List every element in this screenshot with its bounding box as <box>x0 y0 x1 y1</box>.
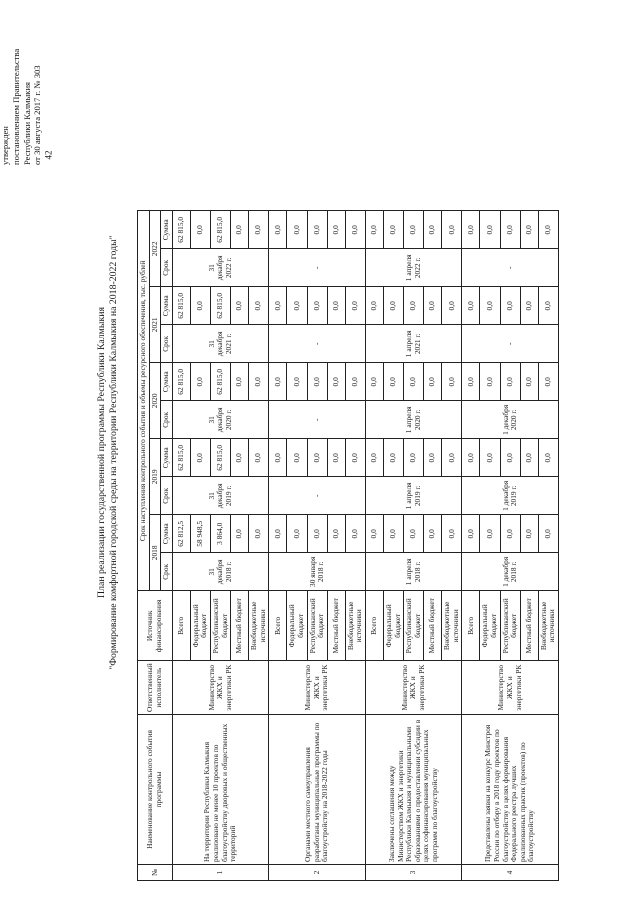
sum-cell: 0,0 <box>231 287 249 325</box>
sum-cell: 0,0 <box>462 363 480 401</box>
page-number: 42 <box>43 150 54 160</box>
row-number: 4 <box>462 865 559 881</box>
sum-cell: 62 815,0 <box>210 439 230 477</box>
term-cell: 31 декабря 2020 г. <box>172 401 269 439</box>
sum-cell: 0,0 <box>287 287 307 325</box>
sum-cell: 0,0 <box>249 287 269 325</box>
plan-table-body <box>172 211 558 881</box>
sum-cell: 0,0 <box>462 211 480 249</box>
term-cell: 1 декабря 2020 г. <box>462 401 559 439</box>
term-cell: 31 декабря 2018 г. <box>172 553 269 591</box>
sum-cell: 0,0 <box>480 287 500 325</box>
header-year: 2021 <box>149 287 161 363</box>
sum-cell: 0,0 <box>500 363 520 401</box>
funding-source: Всего <box>365 591 383 661</box>
executor-name: Министерство ЖКХ и энергетики РК <box>172 661 269 715</box>
sum-cell: 0,0 <box>190 439 210 477</box>
sum-cell: 0,0 <box>231 515 249 553</box>
sum-cell: 0,0 <box>424 363 442 401</box>
table-row <box>172 211 190 881</box>
sum-cell: 0,0 <box>462 515 480 553</box>
table-row <box>462 211 480 881</box>
header-term: Срок <box>161 553 173 591</box>
sum-cell: 62 815,0 <box>210 363 230 401</box>
sum-cell: 0,0 <box>287 363 307 401</box>
funding-source: Федеральный бюджет <box>480 591 500 661</box>
executor-name: Министерство ЖКХ и энергетики РК <box>269 661 366 715</box>
sum-cell: 0,0 <box>287 211 307 249</box>
plan-table <box>137 210 559 881</box>
header-sum: Сумма <box>161 515 173 553</box>
approval-block <box>0 15 43 165</box>
document-subtitle: "Формирование комфортной городской среды на территории Республики Калмыкия на 2018-2022 годы" <box>108 235 119 670</box>
sum-cell: 0,0 <box>327 211 345 249</box>
sum-cell: 62 815,0 <box>172 287 190 325</box>
term-cell: 31 декабря 2019 г. <box>172 477 269 515</box>
header-term: Срок <box>161 401 173 439</box>
sum-cell: 0,0 <box>442 515 462 553</box>
sum-cell: 0,0 <box>365 287 383 325</box>
document-title: План реализации государственной программы Республики Калмыкия <box>96 307 107 598</box>
header-year: 2022 <box>149 211 161 287</box>
sum-cell: 3 864,0 <box>210 515 230 553</box>
sum-cell: 0,0 <box>404 439 424 477</box>
term-cell: 1 апреля 2020 г. <box>365 401 462 439</box>
term-cell: - <box>269 477 366 515</box>
header-sum: Сумма <box>161 439 173 477</box>
sum-cell: 0,0 <box>365 363 383 401</box>
sum-cell: 0,0 <box>307 211 327 249</box>
sum-cell: 0,0 <box>424 439 442 477</box>
sum-cell: 0,0 <box>500 211 520 249</box>
sum-cell: 58 948,5 <box>190 515 210 553</box>
term-cell: - <box>269 401 366 439</box>
term-cell: - <box>269 325 366 363</box>
header-executor: Ответственный исполнитель <box>138 661 173 715</box>
sum-cell: 0,0 <box>231 211 249 249</box>
sum-cell: 0,0 <box>462 287 480 325</box>
funding-source: Республиканский бюджет <box>210 591 230 661</box>
sum-cell: 0,0 <box>190 287 210 325</box>
sum-cell: 0,0 <box>500 287 520 325</box>
term-cell: 1 апреля 2019 г. <box>365 477 462 515</box>
sum-cell: 0,0 <box>190 211 210 249</box>
term-cell: - <box>462 325 559 363</box>
sum-cell: 0,0 <box>190 363 210 401</box>
sum-cell: 0,0 <box>442 363 462 401</box>
sum-cell: 0,0 <box>307 515 327 553</box>
term-cell: 1 апреля 2022 г. <box>365 249 462 287</box>
funding-source: Внебюджетные источники <box>538 591 558 661</box>
sum-cell: 0,0 <box>442 439 462 477</box>
sum-cell: 0,0 <box>307 439 327 477</box>
sum-cell: 0,0 <box>520 211 538 249</box>
sum-cell: 62 812,5 <box>172 515 190 553</box>
header-term: Срок <box>161 325 173 363</box>
sum-cell: 0,0 <box>249 439 269 477</box>
header-period: Срок наступления контрольного события и объемы ресурсного обеспечения, тыс. рублей <box>138 211 150 591</box>
funding-source: Всего <box>462 591 480 661</box>
header-year: 2020 <box>149 363 161 439</box>
sum-cell: 0,0 <box>500 515 520 553</box>
sum-cell: 0,0 <box>327 287 345 325</box>
sum-cell: 0,0 <box>269 439 287 477</box>
sum-cell: 0,0 <box>424 287 442 325</box>
sum-cell: 0,0 <box>462 439 480 477</box>
term-cell: 31 декабря 2022 г. <box>172 249 269 287</box>
funding-source: Федеральный бюджет <box>190 591 210 661</box>
sum-cell: 0,0 <box>345 363 365 401</box>
funding-source: Федеральный бюджет <box>287 591 307 661</box>
event-name: Представлены заявки на конкурс Минстроя России по отбору в 2018 году проектов по благоустройству в целях формирования Федерального реестра лучших реализованных практик (проектов) по благоустройству <box>462 715 559 865</box>
sum-cell: 0,0 <box>383 439 403 477</box>
funding-source: Внебюджетные источники <box>249 591 269 661</box>
sum-cell: 0,0 <box>383 515 403 553</box>
sum-cell: 62 815,0 <box>172 211 190 249</box>
row-number: 3 <box>365 865 462 881</box>
sum-cell: 0,0 <box>404 515 424 553</box>
term-cell: 1 декабря 2019 г. <box>462 477 559 515</box>
executor-name: Министерство ЖКХ и энергетики РК <box>365 661 462 715</box>
sum-cell: 0,0 <box>404 363 424 401</box>
header-year: 2018 <box>149 515 161 591</box>
sum-cell: 0,0 <box>404 287 424 325</box>
term-cell: 1 декабря 2018 г. <box>462 553 559 591</box>
sum-cell: 0,0 <box>538 515 558 553</box>
funding-source: Внебюджетные источники <box>442 591 462 661</box>
sum-cell: 0,0 <box>307 287 327 325</box>
sum-cell: 0,0 <box>480 363 500 401</box>
sum-cell: 0,0 <box>269 211 287 249</box>
sum-cell: 0,0 <box>520 287 538 325</box>
event-name: На территории Республики Калмыкия реализовано не менее 10 проектов по благоустройству дворовых и общественных территорий <box>172 715 269 865</box>
sum-cell: 0,0 <box>249 363 269 401</box>
header-term: Срок <box>161 477 173 515</box>
event-name: Заключены соглашения между Министерством ЖКХ и энергетики Республики Калмыкия и муниципальными образованиями о предоставлении субсидии в целях софинансирования муниципальных программ по благоустройству <box>365 715 462 865</box>
header-source: Источник финансирования <box>138 591 173 661</box>
term-cell: - <box>269 249 366 287</box>
sum-cell: 0,0 <box>249 515 269 553</box>
funding-source: Республиканский бюджет <box>404 591 424 661</box>
funding-source: Республиканский бюджет <box>500 591 520 661</box>
header-num: № <box>138 865 173 881</box>
sum-cell: 0,0 <box>442 287 462 325</box>
sum-cell: 0,0 <box>269 515 287 553</box>
header-year: 2019 <box>149 439 161 515</box>
sum-cell: 0,0 <box>249 211 269 249</box>
sum-cell: 0,0 <box>538 439 558 477</box>
funding-source: Республиканский бюджет <box>307 591 327 661</box>
sum-cell: 0,0 <box>480 515 500 553</box>
sum-cell: 62 815,0 <box>172 439 190 477</box>
funding-source: Внебюджетные источники <box>345 591 365 661</box>
approval-line: постановлением Правительства <box>10 48 21 165</box>
term-cell: 1 апреля 2021 г. <box>365 325 462 363</box>
sum-cell: 0,0 <box>345 211 365 249</box>
term-cell: 31 декабря 2021 г. <box>172 325 269 363</box>
table-row <box>365 211 383 881</box>
sum-cell: 0,0 <box>287 515 307 553</box>
funding-source: Всего <box>269 591 287 661</box>
sum-cell: 0,0 <box>538 363 558 401</box>
sum-cell: 0,0 <box>383 363 403 401</box>
sum-cell: 0,0 <box>345 439 365 477</box>
sum-cell: 0,0 <box>424 211 442 249</box>
sum-cell: 0,0 <box>538 287 558 325</box>
event-name: Органами местного самоуправления разработаны муниципальные программы по благоустройству на 2018-2022 годы <box>269 715 366 865</box>
funding-source: Местный бюджет <box>231 591 249 661</box>
sum-cell: 0,0 <box>500 439 520 477</box>
sum-cell: 62 815,0 <box>172 363 190 401</box>
executor-name: Министерство ЖКХ и энергетики РК <box>462 661 559 715</box>
sum-cell: 0,0 <box>404 211 424 249</box>
sum-cell: 0,0 <box>287 439 307 477</box>
sum-cell: 0,0 <box>365 439 383 477</box>
sum-cell: 0,0 <box>480 211 500 249</box>
sum-cell: 0,0 <box>345 287 365 325</box>
header-term: Срок <box>161 249 173 287</box>
term-cell: 30 января 2018 г. <box>269 553 366 591</box>
approval-line: Республики Калмыкия <box>21 82 32 165</box>
sum-cell: 62 815,0 <box>210 211 230 249</box>
table-row <box>269 211 287 881</box>
sum-cell: 0,0 <box>480 439 500 477</box>
sum-cell: 0,0 <box>327 363 345 401</box>
sum-cell: 0,0 <box>307 363 327 401</box>
sum-cell: 0,0 <box>327 439 345 477</box>
header-event: Наименование контрольного события программы <box>138 715 173 865</box>
sum-cell: 0,0 <box>383 287 403 325</box>
sum-cell: 0,0 <box>383 211 403 249</box>
sum-cell: 0,0 <box>538 211 558 249</box>
term-cell: - <box>462 249 559 287</box>
header-sum: Сумма <box>161 287 173 325</box>
header-sum: Сумма <box>161 211 173 249</box>
row-number: 1 <box>172 865 269 881</box>
sum-cell: 0,0 <box>365 211 383 249</box>
sum-cell: 0,0 <box>520 515 538 553</box>
sum-cell: 0,0 <box>442 211 462 249</box>
sum-cell: 0,0 <box>327 515 345 553</box>
approval-line: от 30 августа 2017 г. № 303 <box>32 65 43 165</box>
sum-cell: 0,0 <box>269 287 287 325</box>
sum-cell: 0,0 <box>269 363 287 401</box>
approval-line: утвержден <box>0 126 10 165</box>
sum-cell: 62 815,0 <box>210 287 230 325</box>
sum-cell: 0,0 <box>231 363 249 401</box>
sum-cell: 0,0 <box>345 515 365 553</box>
funding-source: Местный бюджет <box>327 591 345 661</box>
funding-source: Местный бюджет <box>424 591 442 661</box>
funding-source: Всего <box>172 591 190 661</box>
sum-cell: 0,0 <box>365 515 383 553</box>
sum-cell: 0,0 <box>231 439 249 477</box>
sum-cell: 0,0 <box>520 439 538 477</box>
sum-cell: 0,0 <box>520 363 538 401</box>
funding-source: Федеральный бюджет <box>383 591 403 661</box>
header-sum: Сумма <box>161 363 173 401</box>
row-number: 2 <box>269 865 366 881</box>
sum-cell: 0,0 <box>424 515 442 553</box>
funding-source: Местный бюджет <box>520 591 538 661</box>
term-cell: 1 апреля 2018 г. <box>365 553 462 591</box>
